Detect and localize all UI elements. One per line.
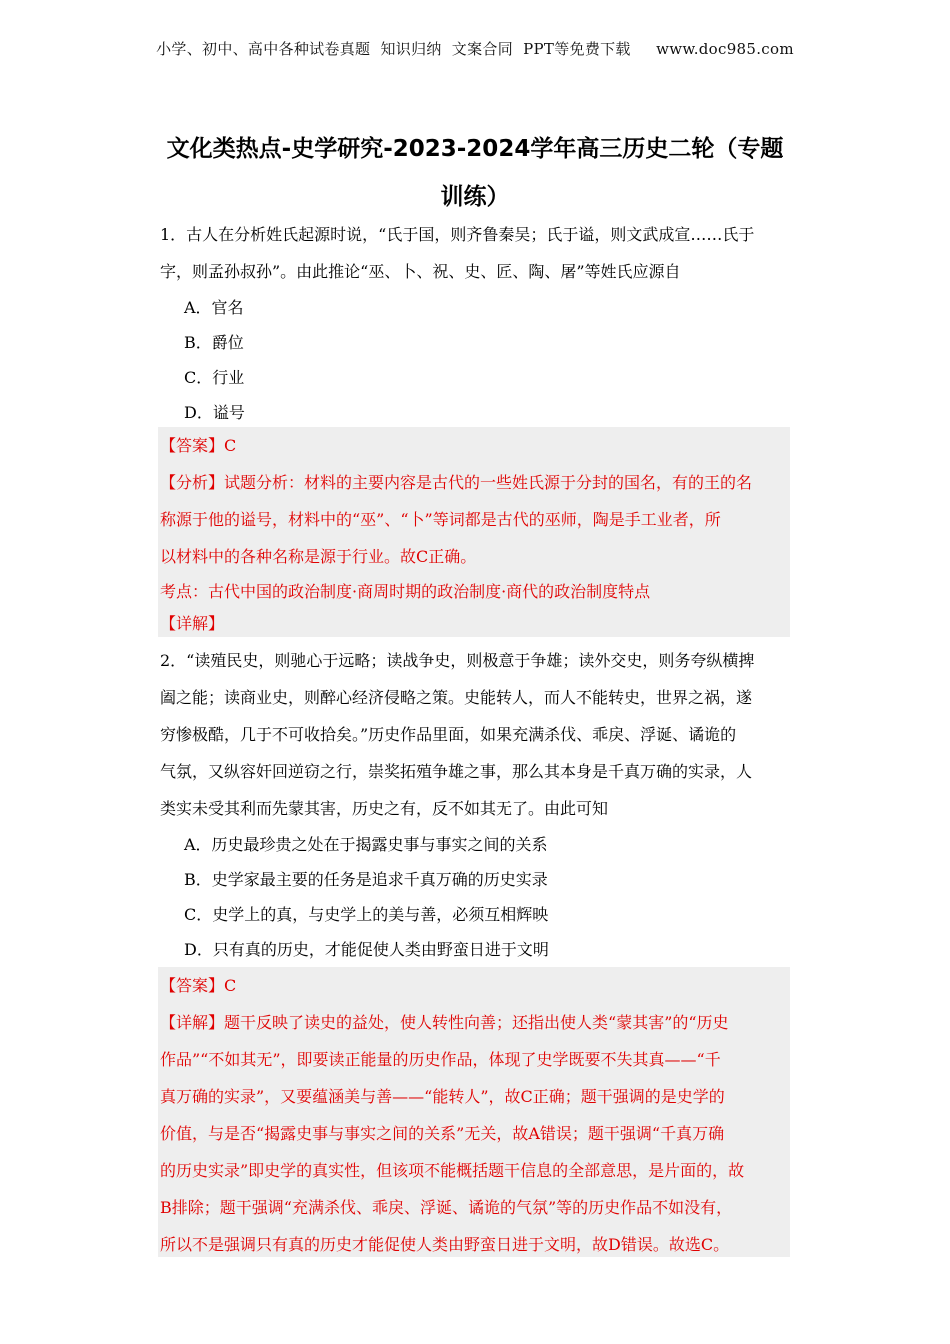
question-2-stem-line: 气氛，又纵容奸回逆窃之行，崇奖拓殖争雄之事，那么其本身是千真万确的实录，人 (160, 762, 753, 781)
question-2-detail-line: 价值，与是否“揭露史事与事实之间的关系”无关，故A错误；题干强调“千真万确 (160, 1124, 725, 1143)
question-1-answer-block (158, 427, 790, 637)
question-2-stem-line: 2．“读殖民史，则驰心于远略；读战争史，则极意于争雄；读外交史，则务夸纵横捭 (160, 651, 755, 670)
question-1-option-c: C．行业 (184, 368, 245, 387)
detail-text: 题干反映了读史的益处，使人转性向善；还指出使人类“蒙其害”的“历史 (224, 1013, 729, 1032)
detail-label: 【详解】 (160, 1013, 225, 1032)
analysis-label: 【分析】 (160, 473, 225, 492)
answer-label: 【答案】 (160, 436, 225, 455)
question-1-answer (158, 427, 790, 464)
question-1-option-d: D．谥号 (184, 403, 245, 422)
question-2-stem-line: 类实未受其利而先蒙其害，历史之有，反不如其无了。由此可知 (160, 799, 609, 818)
question-2-detail-line: 的历史实录”即史学的真实性，但该项不能概括题干信息的全部意思，是片面的，故 (160, 1161, 745, 1180)
question-2-detail-line: 作品”“不如其无”，即要读正能量的历史作品，体现了史学既要不失其真——“千 (160, 1050, 721, 1069)
question-1-kaodian: 考点：古代中国的政治制度·商周时期的政治制度·商代的政治制度特点 (160, 582, 651, 601)
question-2-detail-line: B排除；题干强调“充满杀伐、乖戾、浮诞、谲诡的气氛”等的历史作品不如没有， (160, 1198, 733, 1217)
question-1-analysis-line (158, 464, 790, 501)
question-1-detail-label: 【详解】 (160, 614, 225, 633)
page-header: 小学、初中、高中各种试卷真题 知识归纳 文案合同 PPT等免费下载 www.doc985.com (156, 40, 794, 58)
question-1-analysis-line: 称源于他的谥号，材料中的“巫”、“卜”等词都是古代的巫师，陶是手工业者，所 (160, 510, 721, 529)
question-2-answer-block (158, 967, 790, 1257)
document-title-line-2: 训练） (440, 184, 510, 210)
answer-value: C (224, 976, 237, 995)
question-2-option-d: D．只有真的历史，才能促使人类由野蛮日进于文明 (184, 940, 549, 959)
question-1-analysis-line: 以材料中的各种名称是源于行业。故C正确。 (160, 547, 477, 566)
question-2 (160, 642, 790, 967)
question-2-option-a: A．历史最珍贵之处在于揭露史事与事实之间的关系 (184, 835, 548, 854)
answer-value: C (224, 436, 237, 455)
question-1-option-a: A．官名 (184, 298, 244, 317)
question-1 (160, 216, 790, 430)
question-2-option-c: C．史学上的真，与史学上的美与善，必须互相辉映 (184, 905, 549, 924)
question-2-detail-line: 真万确的实录”，又要蕴涵美与善——“能转人”，故C正确；题干强调的是史学的 (160, 1087, 725, 1106)
answer-label: 【答案】 (160, 976, 225, 995)
question-2-detail-line: 所以不是强调只有真的历史才能促使人类由野蛮日进于文明，故D错误。故选C。 (160, 1235, 730, 1254)
question-1-option-b: B．爵位 (184, 333, 244, 352)
analysis-text: 试题分析：材料的主要内容是古代的一些姓氏源于分封的国名，有的王的名 (224, 473, 753, 492)
question-1-stem-line: 字，则孟孙叔孙”。由此推论“巫、卜、祝、史、匠、陶、屠”等姓氏应源自 (160, 262, 681, 281)
question-1-stem-line: 1．古人在分析姓氏起源时说，“氏于国，则齐鲁秦吴；氏于谥，则文武成宣……氏于 (160, 225, 755, 244)
question-2-option-b: B．史学家最主要的任务是追求千真万确的历史实录 (184, 870, 548, 889)
question-2-detail-line (158, 1004, 790, 1041)
question-2-answer (158, 967, 790, 1004)
document-title-line-1: 文化类热点-史学研究-2023-2024学年高三历史二轮（专题 (166, 136, 784, 162)
question-2-stem-line: 阖之能；读商业史，则醉心经济侵略之策。史能转人，而人不能转史，世界之祸，遂 (160, 688, 753, 707)
question-2-stem-line: 穷惨极酷，几于不可收拾矣。”历史作品里面，如果充满杀伐、乖戾、浮诞、谲诡的 (160, 725, 737, 744)
